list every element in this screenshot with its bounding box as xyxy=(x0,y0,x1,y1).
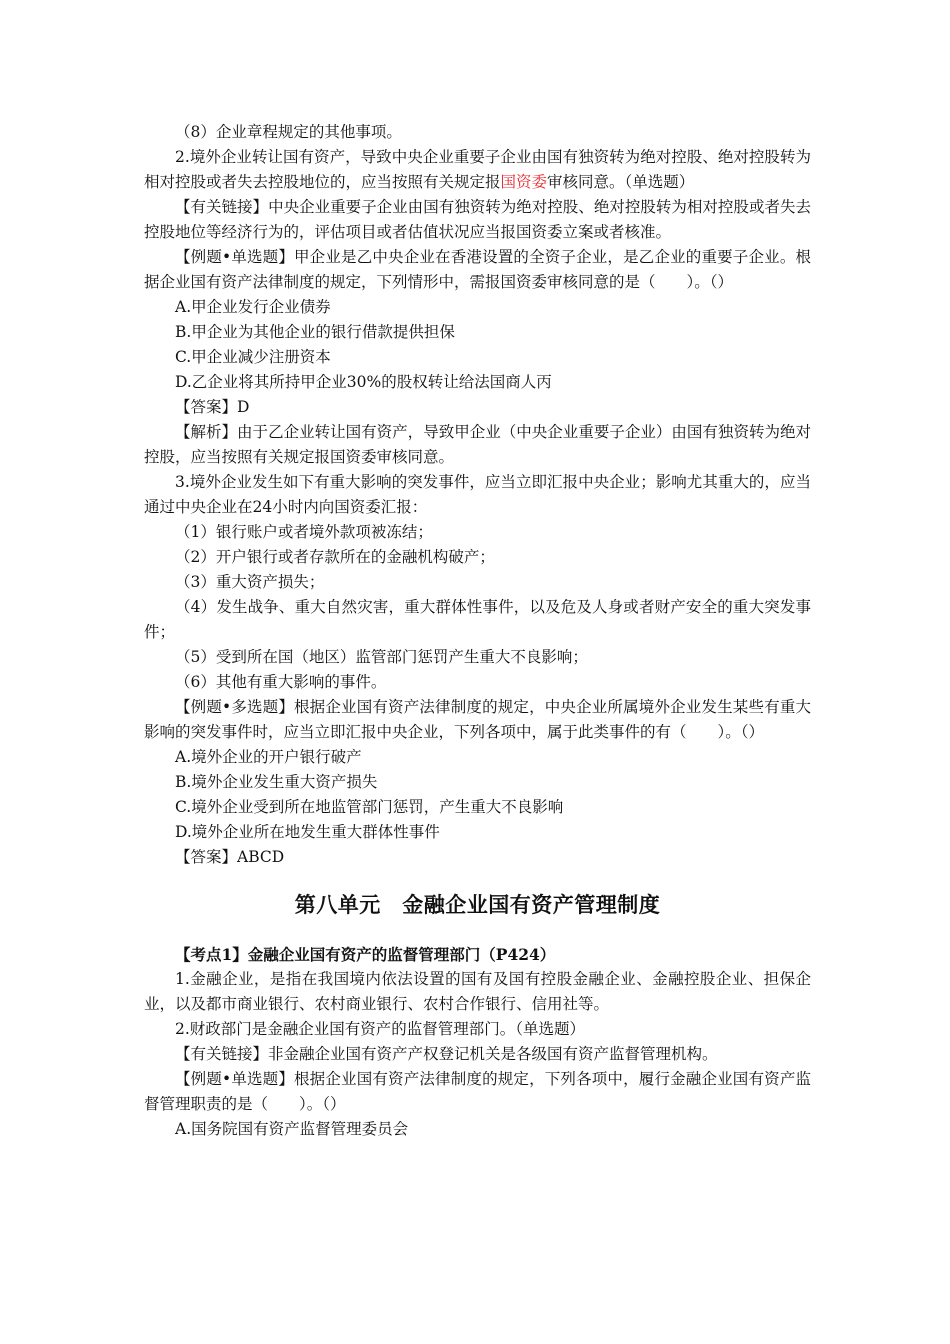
list-item: （3）重大资产损失； xyxy=(175,573,325,591)
option-line: D.境外企业所在地发生重大群体性事件 xyxy=(175,823,440,841)
option-line: D.乙企业将其所持甲企业30%的股权转让给法国商人丙 xyxy=(175,373,552,391)
paragraph: 【有关链接】中央企业重要子企业由国有独资转为绝对控股、绝对控股转为相对控股或者失去控股地位等经济行为的，评估项目或者估值状况应当报国资委立案或者核准。 xyxy=(144,198,811,241)
text: 2.境外企业转让国有资产，导致中央企业重要子企业由国有独资转为绝对控股、绝对控股转为相对控股或者失去控股地位的，应当按照有关规定报 xyxy=(144,148,811,191)
paragraph: 2.财政部门是金融企业国有资产的监督管理部门。（单选题） xyxy=(175,1020,586,1038)
option-line: B.甲企业为其他企业的银行借款提供担保 xyxy=(175,323,455,341)
option-line: A.甲企业发行企业债券 xyxy=(175,298,331,316)
key-point-heading: 【考点1】金融企业国有资产的监督管理部门（P424） xyxy=(175,945,556,964)
paragraph: 3.境外企业发生如下有重大影响的突发事件，应当立即汇报中央企业；影响尤其重大的，应当通过中央企业在24小时内向国资委汇报： xyxy=(144,473,811,516)
section-heading: 第八单元 金融企业国有资产管理制度 xyxy=(294,893,661,917)
list-item: （1）银行账户或者境外款项被冻结； xyxy=(175,523,433,541)
list-item: （6）其他有重大影响的事件。 xyxy=(175,673,387,691)
option-line: B.境外企业发生重大资产损失 xyxy=(175,773,378,791)
option-line: C.甲企业减少注册资本 xyxy=(175,348,331,366)
paragraph: 【例题•单选题】甲企业是乙中央企业在香港设置的全资子企业，是乙企业的重要子企业。根据企业国有资产法律制度的规定，下列情形中，需报国资委审核同意的是（ ）。（） xyxy=(144,248,811,291)
list-item: （4）发生战争、重大自然灾害，重大群体性事件，以及危及人身或者财产安全的重大突发事件； xyxy=(144,598,811,641)
highlighted-text: 国资委 xyxy=(500,173,548,191)
list-item: （2）开户银行或者存款所在的金融机构破产； xyxy=(175,548,495,566)
paragraph: （8）企业章程规定的其他事项。 xyxy=(175,123,402,141)
text: 审核同意。（单选题） xyxy=(547,173,695,191)
answer-line: 【答案】D xyxy=(175,398,250,416)
paragraph xyxy=(144,145,811,195)
paragraph: 【有关链接】非金融企业国有资产产权登记机关是各级国有资产监督管理机构。 xyxy=(175,1045,718,1063)
document-page xyxy=(144,120,811,1142)
answer-line: 【答案】ABCD xyxy=(175,848,285,866)
paragraph: 【解析】由于乙企业转让国有资产，导致甲企业（中央企业重要子企业）由国有独资转为绝对控股，应当按照有关规定报国资委审核同意。 xyxy=(144,423,811,466)
paragraph: 【例题•多选题】根据企业国有资产法律制度的规定，中央企业所属境外企业发生某些有重大影响的突发事件时，应当立即汇报中央企业，下列各项中，属于此类事件的有（ ）。（） xyxy=(144,698,811,741)
list-item: （5）受到所在国（地区）监管部门惩罚产生重大不良影响； xyxy=(175,648,588,666)
option-line: C.境外企业受到所在地监管部门惩罚，产生重大不良影响 xyxy=(175,798,564,816)
paragraph: 1.金融企业，是指在我国境内依法设置的国有及国有控股金融企业、金融控股企业、担保企业，以及都市商业银行、农村商业银行、农村合作银行、信用社等。 xyxy=(144,970,811,1013)
option-line: A.国务院国有资产监督管理委员会 xyxy=(175,1120,409,1138)
paragraph: 【例题•单选题】根据企业国有资产法律制度的规定，下列各项中，履行金融企业国有资产监督管理职责的是（ ）。（） xyxy=(144,1070,811,1113)
option-line: A.境外企业的开户银行破产 xyxy=(175,748,362,766)
